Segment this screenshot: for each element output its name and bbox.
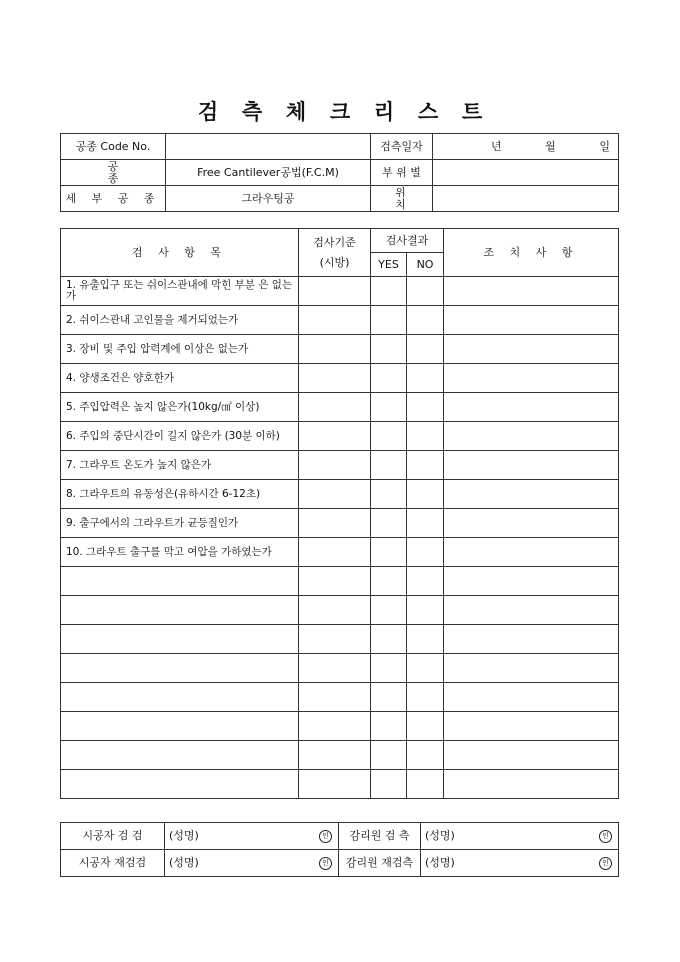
std-cell[interactable] [299,683,371,712]
action-cell[interactable] [444,654,619,683]
action-cell[interactable] [444,422,619,451]
no-cell[interactable] [407,480,444,509]
page-title [0,96,680,126]
yes-cell[interactable] [371,422,407,451]
no-cell[interactable] [407,306,444,335]
sign-row1-left-field[interactable] [165,823,339,850]
action-cell[interactable] [444,335,619,364]
detail-value[interactable]: 그라우팅공 [166,186,371,212]
checklist-row [61,306,619,335]
title-char: 체 [285,99,307,124]
header-no: NO [407,253,444,277]
checklist-row [61,509,619,538]
std-cell[interactable] [299,741,371,770]
action-cell[interactable] [444,596,619,625]
loc-value[interactable] [433,186,619,212]
action-cell[interactable] [444,306,619,335]
action-cell[interactable] [444,538,619,567]
no-cell[interactable] [407,770,444,799]
sign-row2-left-field[interactable] [165,850,339,877]
std-cell[interactable] [299,509,371,538]
yes-cell[interactable] [371,712,407,741]
sign-row2-left-label: 시공자 재검검 [61,850,165,877]
no-cell[interactable] [407,625,444,654]
title-char: 검 [197,99,219,124]
action-cell[interactable] [444,683,619,712]
header-std-title: 검사기준 [313,235,356,249]
date-month: 월 [545,139,556,153]
std-cell[interactable] [299,335,371,364]
checklist-row [61,422,619,451]
check-item-label: 6. 주입의 중단시간이 길지 않은가 (30분 이하) [61,422,299,451]
check-item-label: 5. 주입압력은 높지 않은가(10kg/㎠ 이상) [61,393,299,422]
action-cell[interactable] [444,712,619,741]
action-cell[interactable] [444,625,619,654]
checklist-row [61,596,619,625]
check-item-label: 2. 쉬이스관내 고인물을 제거되었는가 [61,306,299,335]
action-cell[interactable] [444,277,619,306]
header-action: 조 치 사 항 [444,229,619,277]
work-value[interactable]: Free Cantilever공법(F.C.M) [166,160,371,186]
yes-cell[interactable] [371,654,407,683]
checklist-row [61,625,619,654]
yes-cell[interactable] [371,567,407,596]
title-char: 크 [329,99,351,124]
detail-label: 세 부 공 종 [61,186,166,212]
check-item-label: 7. 그라우트 온도가 높지 않은가 [61,451,299,480]
date-year: 년 [491,139,502,153]
part-value[interactable] [433,160,619,186]
check-item-label [61,625,299,654]
action-cell[interactable] [444,480,619,509]
header-result: 검사결과 [371,229,444,253]
check-item-label: 8. 그라우트의 유동성은(유하시간 6-12초) [61,480,299,509]
std-cell[interactable] [299,770,371,799]
code-value[interactable] [166,134,371,160]
sign-row1-right-label: 감리원 검 측 [339,823,421,850]
yes-cell[interactable] [371,509,407,538]
check-item-label: 9. 출구에서의 그라우트가 균등질인가 [61,509,299,538]
checklist-row [61,567,619,596]
sign-row2-right-field[interactable] [421,850,619,877]
checklist-row [61,364,619,393]
code-label: 공종 Code No. [61,134,166,160]
check-item-label [61,654,299,683]
no-cell[interactable] [407,364,444,393]
checklist-row [61,654,619,683]
date-day: 일 [599,139,610,153]
action-cell[interactable] [444,741,619,770]
checklist-row [61,277,619,306]
check-item-label [61,741,299,770]
yes-cell[interactable] [371,364,407,393]
name-label: (성명) [169,828,199,842]
check-item-label: 1. 유출입구 또는 쉬이스관내에 막힌 부분 은 없는가 [61,277,299,306]
yes-cell[interactable] [371,451,407,480]
checklist-row [61,683,619,712]
yes-cell[interactable] [371,596,407,625]
yes-cell[interactable] [371,393,407,422]
header-item: 검 사 항 목 [61,229,299,277]
header-std-sub: (시방) [319,255,350,269]
sign-row2-right-label: 감리원 재검측 [339,850,421,877]
std-cell[interactable] [299,538,371,567]
check-item-label [61,596,299,625]
no-cell[interactable] [407,741,444,770]
no-cell[interactable] [407,538,444,567]
seal-icon: 인 [319,830,332,843]
action-cell[interactable] [444,364,619,393]
check-item-label: 4. 양생조건은 양호한가 [61,364,299,393]
checklist-row [61,712,619,741]
checklist-row [61,770,619,799]
name-label: (성명) [425,855,455,869]
std-cell[interactable] [299,654,371,683]
checklist-row [61,451,619,480]
action-cell[interactable] [444,770,619,799]
no-cell[interactable] [407,451,444,480]
name-label: (성명) [425,828,455,842]
no-cell[interactable] [407,335,444,364]
yes-cell[interactable] [371,306,407,335]
seal-icon: 인 [319,857,332,870]
action-cell[interactable] [444,451,619,480]
yes-cell[interactable] [371,335,407,364]
info-table [60,133,619,212]
no-cell[interactable] [407,683,444,712]
no-cell[interactable] [407,509,444,538]
action-cell[interactable] [444,567,619,596]
title-char: 측 [241,99,263,124]
no-cell[interactable] [407,277,444,306]
loc-label: 위 치 [371,186,433,212]
date-label: 검측일자 [371,134,433,160]
checklist-row [61,538,619,567]
yes-cell[interactable] [371,770,407,799]
no-cell[interactable] [407,567,444,596]
yes-cell[interactable] [371,625,407,654]
std-cell[interactable] [299,712,371,741]
title-char: 리 [373,99,395,124]
title-char: 스 [417,99,439,124]
header-std [299,229,371,277]
std-cell[interactable] [299,306,371,335]
checklist-row [61,480,619,509]
date-value[interactable] [433,134,619,160]
check-item-label [61,712,299,741]
std-cell[interactable] [299,277,371,306]
no-cell[interactable] [407,393,444,422]
action-cell[interactable] [444,509,619,538]
work-label: 공 종 [61,160,166,186]
checklist-row [61,393,619,422]
check-item-label [61,683,299,712]
sign-row1-left-label: 시공자 검 검 [61,823,165,850]
seal-icon: 인 [599,830,612,843]
yes-cell[interactable] [371,741,407,770]
seal-icon: 인 [599,857,612,870]
no-cell[interactable] [407,422,444,451]
checklist-table [60,228,619,799]
no-cell[interactable] [407,712,444,741]
std-cell[interactable] [299,393,371,422]
no-cell[interactable] [407,596,444,625]
yes-cell[interactable] [371,480,407,509]
yes-cell[interactable] [371,538,407,567]
part-label: 부 위 별 [371,160,433,186]
check-item-label: 10. 그라우트 출구를 막고 여압을 가하였는가 [61,538,299,567]
name-label: (성명) [169,855,199,869]
signature-table [60,822,619,877]
yes-cell[interactable] [371,277,407,306]
std-cell[interactable] [299,422,371,451]
title-char: 트 [461,99,483,124]
std-cell[interactable] [299,364,371,393]
action-cell[interactable] [444,393,619,422]
std-cell[interactable] [299,625,371,654]
std-cell[interactable] [299,567,371,596]
sign-row1-right-field[interactable] [421,823,619,850]
std-cell[interactable] [299,596,371,625]
std-cell[interactable] [299,451,371,480]
check-item-label: 3. 장비 및 주입 압력계에 이상은 없는가 [61,335,299,364]
check-item-label [61,770,299,799]
checklist-row [61,741,619,770]
yes-cell[interactable] [371,683,407,712]
header-yes: YES [371,253,407,277]
check-item-label [61,567,299,596]
checklist-row [61,335,619,364]
no-cell[interactable] [407,654,444,683]
std-cell[interactable] [299,480,371,509]
